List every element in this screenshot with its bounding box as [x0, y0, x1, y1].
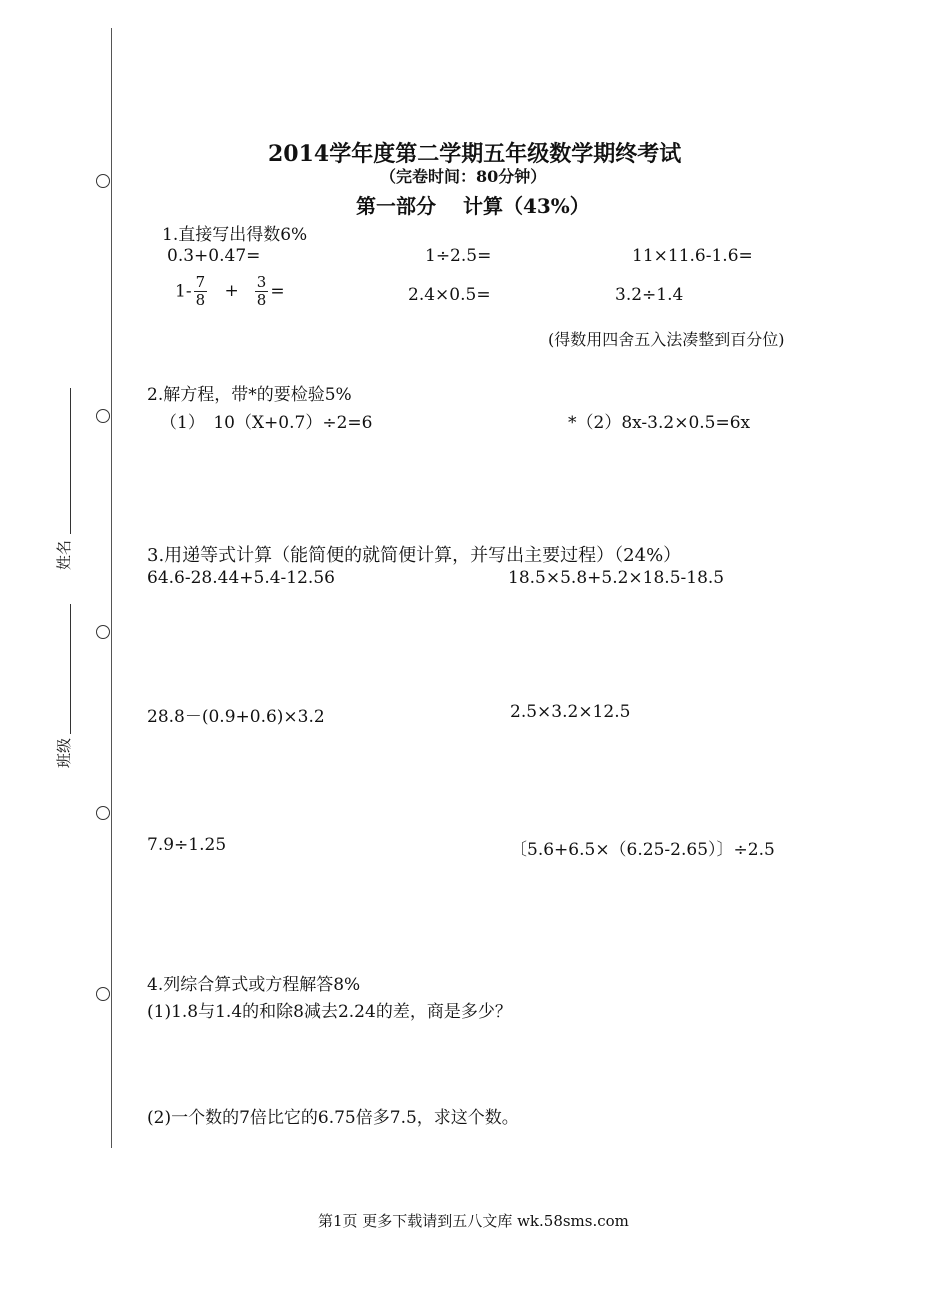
- q4-heading: 4.列综合算式或方程解答8%: [147, 975, 361, 995]
- exam-title: 2014学年度第二学期五年级数学期终考试: [268, 141, 682, 167]
- q4-item: (2)一个数的7倍比它的6.75倍多7.5，求这个数。: [147, 1108, 519, 1128]
- punch-hole-circle: [96, 409, 110, 423]
- punch-hole-circle: [96, 625, 110, 639]
- frac-tail: =: [270, 281, 285, 302]
- punch-hole-circle: [96, 806, 110, 820]
- q1-item: 0.3+0.47=: [167, 246, 261, 266]
- q3-item: 64.6-28.44+5.4-12.56: [147, 568, 335, 588]
- q1-item: 2.4×0.5=: [408, 285, 491, 305]
- binding-line: [111, 28, 112, 1148]
- q3-item: 2.5×3.2×12.5: [510, 702, 631, 722]
- frac-operator: +: [224, 281, 239, 302]
- q3-item: 〔5.6+6.5×（6.25-2.65）〕÷2.5: [510, 840, 775, 860]
- q1-rounding-note: (得数用四舍五入法凑整到百分位): [548, 330, 785, 349]
- class-label: 班级: [55, 737, 73, 768]
- q1-heading: 1.直接写出得数6%: [162, 225, 308, 245]
- frac-lead: 1-: [175, 281, 192, 302]
- q2-heading: 2.解方程，带*的要检验5%: [147, 385, 352, 405]
- name-underline: [70, 388, 71, 534]
- q1-fraction-expression: [175, 274, 285, 310]
- name-label: 姓名: [55, 539, 73, 570]
- exam-duration: （完卷时间：80分钟）: [380, 167, 547, 186]
- q3-item: 28.8－(0.9+0.6)×3.2: [147, 707, 325, 727]
- q1-item: 3.2÷1.4: [615, 285, 684, 305]
- q3-item: 7.9÷1.25: [147, 835, 227, 855]
- q2-item: （1） 10（X+0.7）÷2=6: [160, 413, 373, 433]
- class-underline: [70, 604, 71, 734]
- q4-item: (1)1.8与1.4的和除8减去2.24的差，商是多少？: [147, 1002, 512, 1022]
- q1-item: 1÷2.5=: [425, 246, 492, 266]
- q3-heading: 3.用递等式计算（能简便的就简便计算，并写出主要过程）（24%）: [147, 545, 682, 566]
- punch-hole-circle: [96, 174, 110, 188]
- q1-item: 11×11.6-1.6=: [632, 246, 753, 266]
- punch-hole-circle: [96, 987, 110, 1001]
- q3-item: 18.5×5.8+5.2×18.5-18.5: [508, 568, 725, 588]
- fraction-7-8: $\frac{7}{8}$: [195, 273, 206, 310]
- part-heading: 第一部分 计算（43%）: [356, 194, 590, 218]
- page-footer: 第1页 更多下载请到五八文库 wk.58sms.com: [318, 1212, 629, 1230]
- q2-item: *（2）8x-3.2×0.5=6x: [568, 413, 751, 433]
- fraction-3-8: $\frac{3}{8}$: [256, 273, 267, 310]
